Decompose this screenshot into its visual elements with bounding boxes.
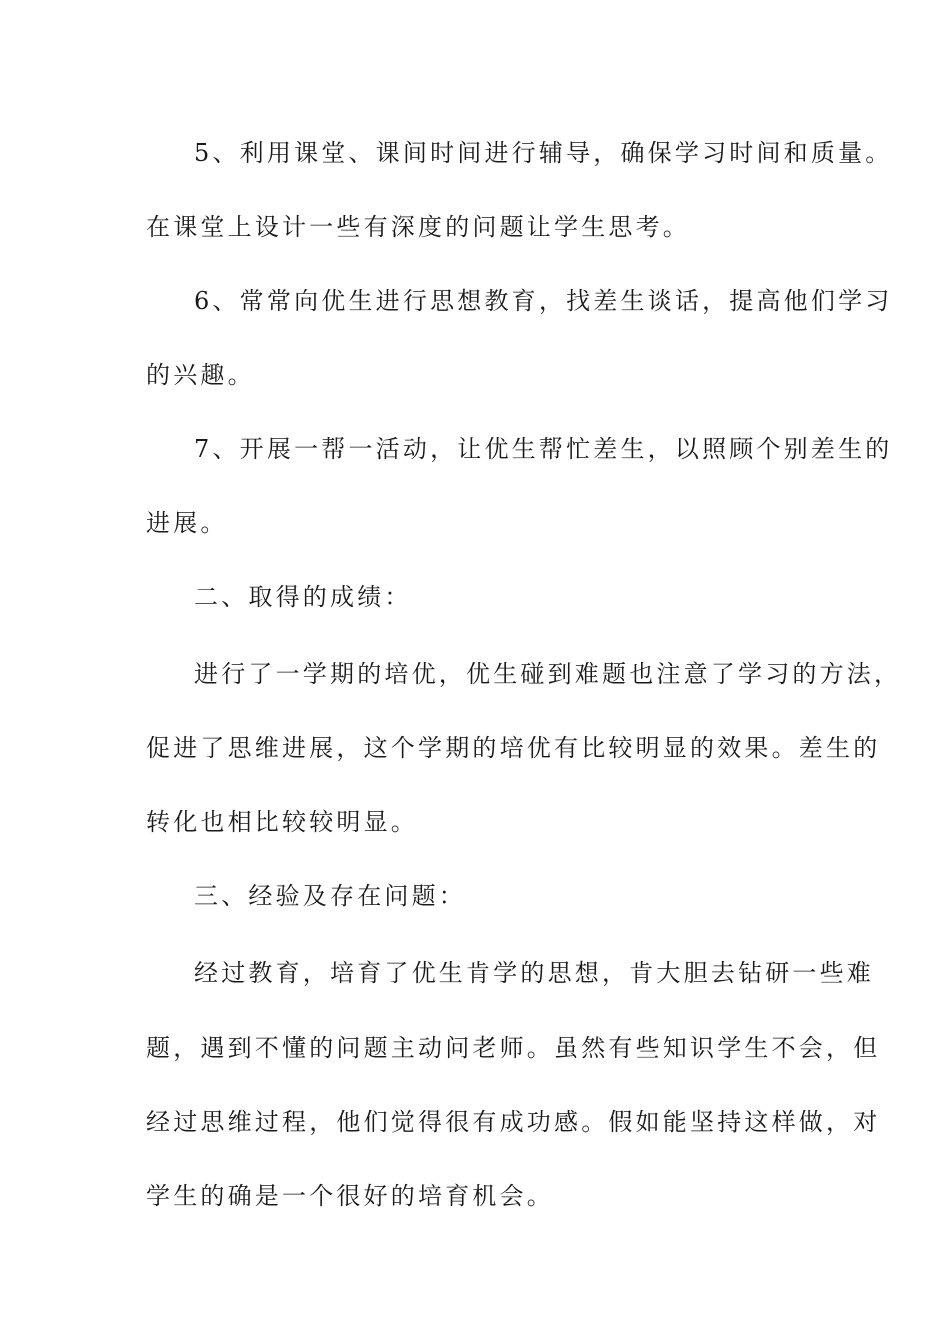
achievements-line-1: 进行了一学期的培优，优生碰到难题也注意了学习的方法， xyxy=(194,660,902,688)
experience-line-1: 经过教育，培育了优生肯学的思想，肯大胆去钻研一些难 xyxy=(194,959,874,987)
achievements-line-3: 转化也相比较较明显。 xyxy=(146,808,418,836)
section-heading-experience: 三、经验及存在问题： xyxy=(194,882,466,910)
experience-line-2: 题，遇到不懂的问题主动问老师。虽然有些知识学生不会，但 xyxy=(146,1034,881,1062)
paragraph-5-line-1: 5、利用课堂、课间时间进行辅导，确保学习时间和质量。 xyxy=(194,139,893,167)
paragraph-5-line-2: 在课堂上设计一些有深度的问题让学生思考。 xyxy=(146,213,690,241)
paragraph-6-line-2: 的兴趣。 xyxy=(146,361,255,389)
paragraph-6-line-1: 6、常常向优生进行思想教育，找差生谈话，提高他们学习 xyxy=(194,287,893,315)
paragraph-7-line-1: 7、开展一帮一活动，让优生帮忙差生，以照顾个别差生的 xyxy=(194,435,893,463)
paragraph-7-line-2: 进展。 xyxy=(146,509,228,537)
achievements-line-2: 促进了思维进展，这个学期的培优有比较明显的效果。差生的 xyxy=(146,734,881,762)
experience-line-3: 经过思维过程，他们觉得很有成功感。假如能坚持这样做，对 xyxy=(146,1108,881,1136)
experience-line-4: 学生的确是一个很好的培育机会。 xyxy=(146,1182,554,1210)
section-heading-achievements: 二、取得的成绩： xyxy=(194,583,412,611)
